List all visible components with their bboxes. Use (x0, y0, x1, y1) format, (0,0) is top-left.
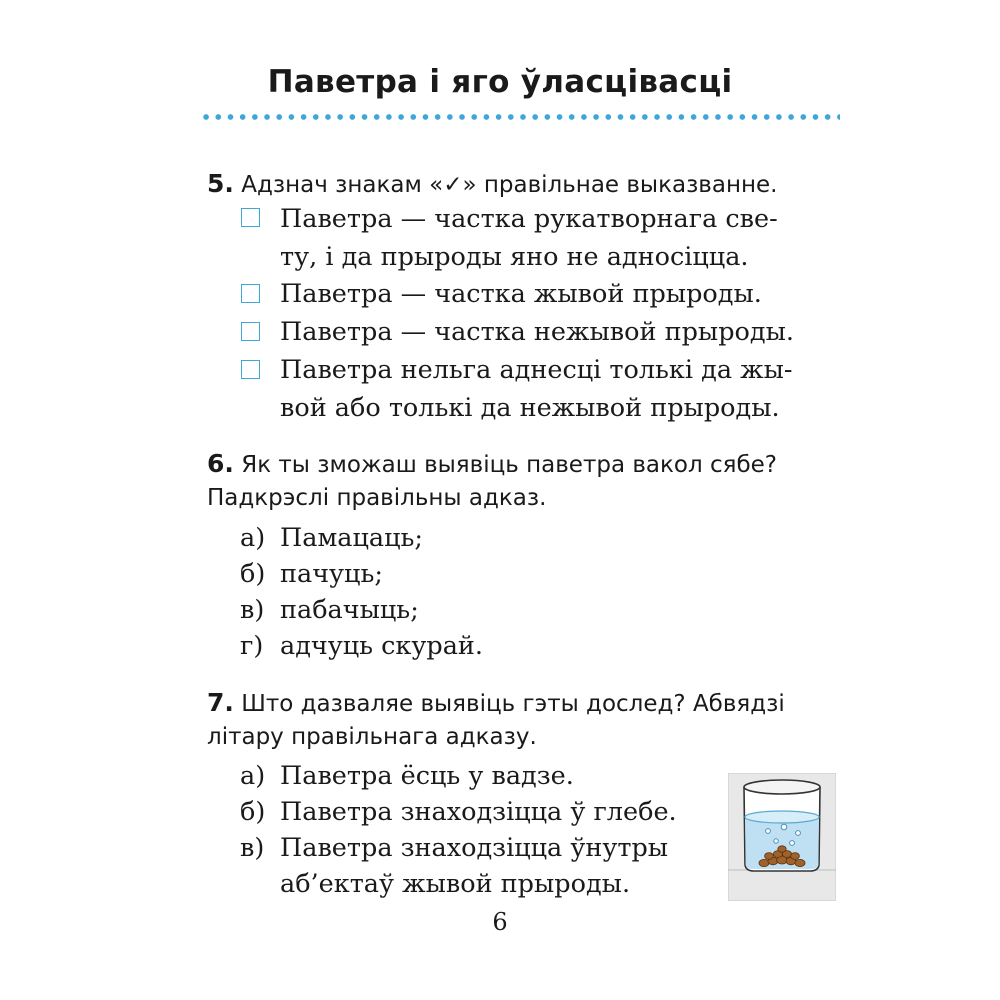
bubble (796, 831, 801, 836)
option-2 (280, 275, 762, 313)
option-line: Паветра — частка жывой прыроды. (280, 279, 762, 309)
answer-v[interactable] (240, 830, 668, 902)
answer-text: Паветра ёсць у вадзе. (280, 761, 574, 791)
question-text: Падкрэслі правільны адказ. (207, 485, 547, 511)
question-number: 6. (207, 449, 234, 478)
answer-label: г) (240, 631, 264, 661)
glass-experiment-illustration (728, 773, 836, 901)
bubble (766, 829, 771, 834)
answer-label: в) (240, 833, 265, 863)
answer-label: б) (240, 797, 266, 827)
answer-label: а) (240, 761, 266, 791)
question-text: Як ты зможаш выявіць паветра вакол сябе? (241, 452, 778, 478)
answer-v[interactable] (240, 592, 419, 628)
soil-crumb (759, 859, 769, 866)
page-title: Паветра і яго ўласцівасці (267, 64, 733, 100)
soil-crumb (791, 853, 800, 860)
option-line: Паветра нельга аднесці толькі да жы- (280, 355, 793, 385)
question-5 (207, 167, 847, 202)
checkbox-option-1[interactable] (241, 208, 260, 227)
answer-g[interactable] (240, 628, 483, 664)
option-4 (280, 351, 793, 427)
answer-text: Паветра знаходзіцца ў глебе. (280, 797, 677, 827)
answer-a[interactable] (240, 758, 574, 794)
option-3 (280, 313, 794, 351)
question-text: літару правільнага адказу. (207, 724, 537, 750)
answer-a[interactable] (240, 520, 423, 556)
water-surface (745, 811, 819, 823)
question-text: Што дазваляе выявіць гэты дослед? Абвядзі (241, 691, 785, 717)
question-text: Адзнач знакам «✓» правільнае выказванне. (241, 172, 778, 198)
answer-text: адчуць скурай. (280, 631, 484, 661)
soil-crumb (765, 853, 774, 860)
soil-crumb (778, 846, 786, 852)
answer-b[interactable] (240, 556, 383, 592)
page-number: 6 (492, 908, 508, 936)
answer-text: пачуць; (280, 559, 383, 589)
checkbox-option-2[interactable] (241, 284, 260, 303)
option-line: ту, і да прыроды яно не адносіцца. (280, 242, 749, 272)
option-1 (280, 200, 778, 276)
question-7 (207, 686, 847, 754)
option-line: вой або толькі да нежывой прыроды. (280, 393, 780, 423)
bubble (790, 841, 795, 846)
answer-text-continued: аб’ектаў жывой прыроды. (280, 869, 631, 899)
question-number: 5. (207, 169, 234, 198)
checkbox-option-3[interactable] (241, 322, 260, 341)
question-6 (207, 447, 847, 515)
answer-label: б) (240, 559, 266, 589)
answer-b[interactable] (240, 794, 677, 830)
bubble (781, 824, 787, 830)
glass-rim (744, 780, 820, 794)
option-line: Паветра — частка рукатворнага све- (280, 204, 778, 234)
answer-label: в) (240, 595, 265, 625)
answer-text: Паветра знаходзіцца ўнутры (280, 833, 669, 863)
soil-crumb (795, 859, 805, 866)
question-number: 7. (207, 688, 234, 717)
answer-label: а) (240, 523, 266, 553)
answer-text: пабачыць; (280, 595, 419, 625)
answer-text: Памацаць; (280, 523, 423, 553)
checkbox-option-4[interactable] (241, 360, 260, 379)
dotted-divider (200, 113, 840, 121)
bubble (774, 839, 778, 843)
option-line: Паветра — частка нежывой прыроды. (280, 317, 794, 347)
